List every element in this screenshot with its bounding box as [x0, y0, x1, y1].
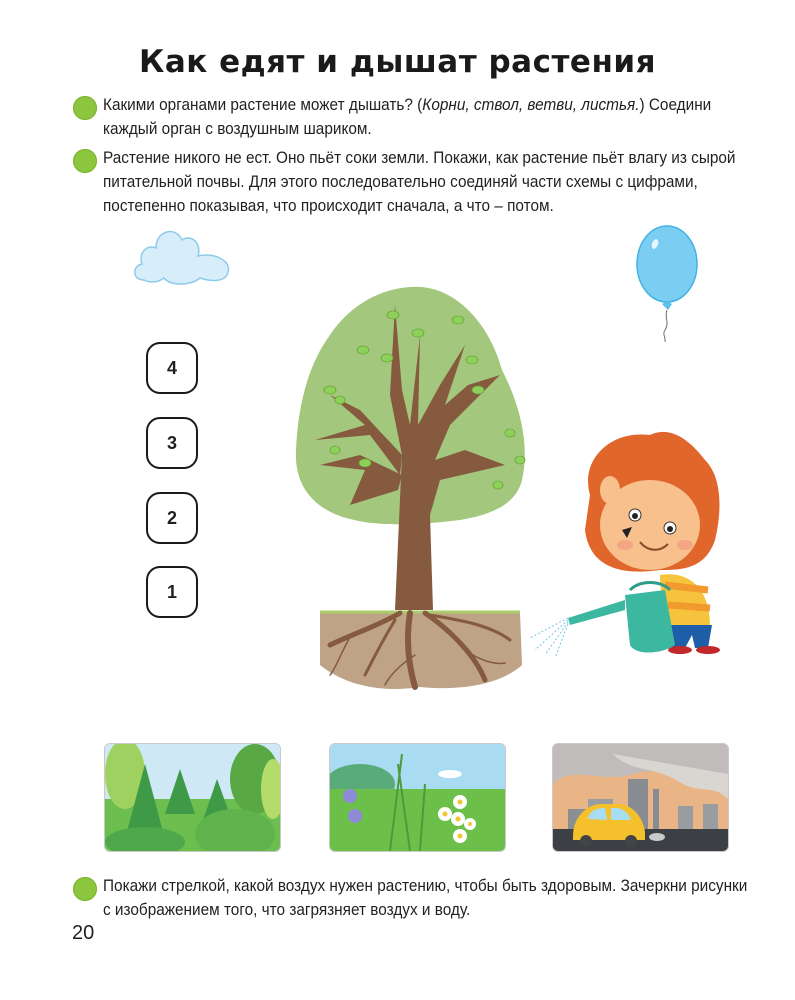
picture-polluted-city[interactable] [552, 743, 729, 852]
task-2-text: Растение никого не ест. Оно пьёт соки земли. Покажи, как растение пьёт влагу из сырой питательной почвы. Для этого последовательно соединяй части схемы с цифрами, постепенно показывая, что происходит сначала, а что – потом. [103, 149, 736, 215]
tree-illustration[interactable] [290, 275, 535, 695]
balloon-icon[interactable] [632, 224, 702, 344]
number-box-3[interactable]: 3 [146, 417, 198, 469]
number-box-1[interactable]: 1 [146, 566, 198, 618]
green-bullet-icon [73, 149, 97, 173]
task-3 [73, 874, 763, 922]
task-1-text-end: ) Соедини каждый орган с воздушным шариком. [103, 96, 712, 138]
cloud-icon[interactable] [130, 222, 235, 288]
task-1 [73, 93, 763, 141]
picture-meadow[interactable] [329, 743, 506, 852]
meadow-picture-icon [330, 744, 505, 851]
number-box-4[interactable]: 4 [146, 342, 198, 394]
picture-forest[interactable] [104, 743, 281, 852]
green-bullet-icon [73, 96, 97, 120]
task-1-text-italic: Корни, ствол, ветви, листья. [422, 96, 640, 114]
number-box-2[interactable]: 2 [146, 492, 198, 544]
forest-picture-icon [105, 744, 280, 851]
polluted-city-picture-icon [553, 744, 728, 851]
task-3-text: Покажи стрелкой, какой воздух нужен растению, чтобы быть здоровым. Зачеркни рисунки с изображением того, что загрязняет воздух и воду. [103, 877, 748, 919]
page-title: Как едят и дышат растения [138, 44, 657, 80]
task-2 [73, 146, 763, 218]
page-number: 20 [72, 922, 95, 944]
green-bullet-icon [73, 877, 97, 901]
task-1-text [103, 93, 754, 141]
task-1-text-start: Какими органами растение может дышать? ( [103, 96, 423, 114]
hedgehog-watering-can-illustration [530, 410, 730, 660]
